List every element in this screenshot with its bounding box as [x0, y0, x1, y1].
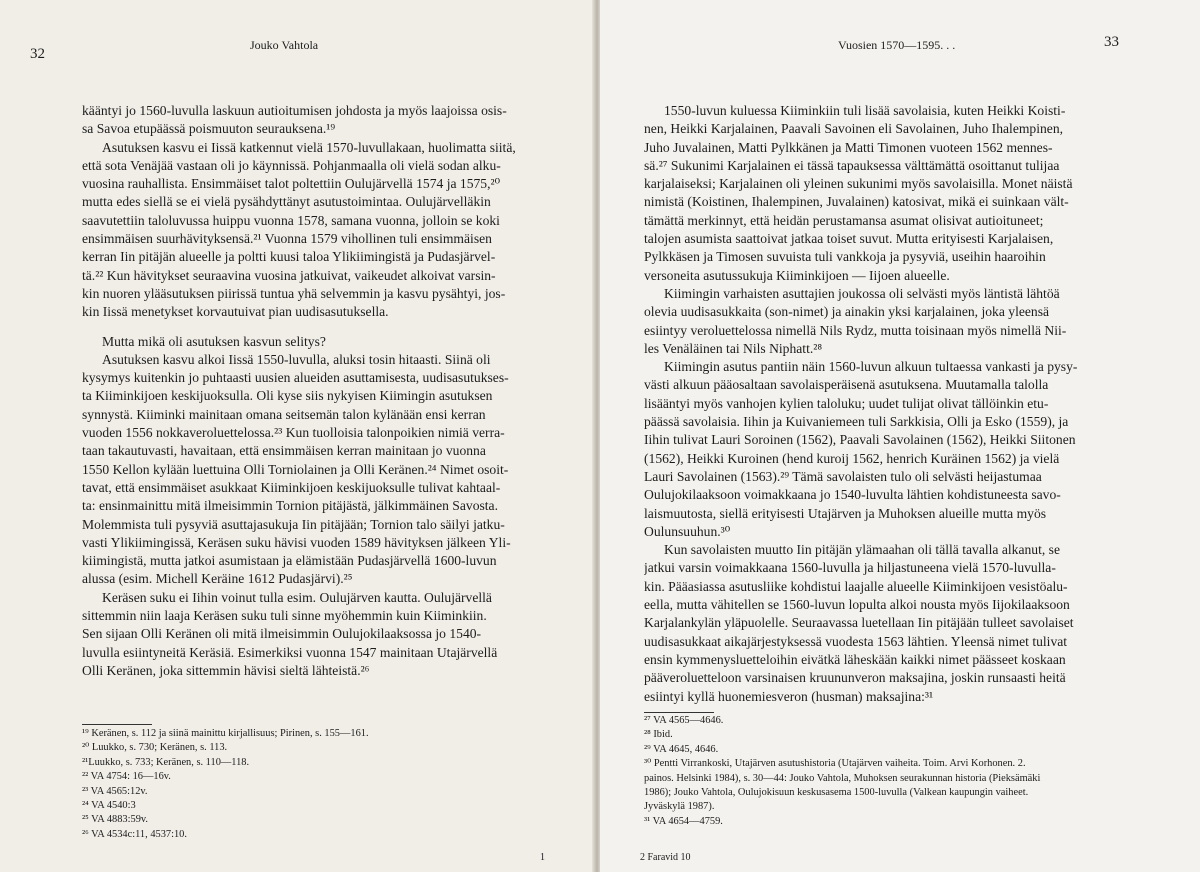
- text-line: talojen asumista saattoivat jatkaa toiset suvut. Mutta erityisesti Karjalaisen,: [644, 231, 1054, 247]
- text-line: vuosina rauhallista. Ensimmäiset talot poltettiin Oulujärvellä 1574 ja 1575,²⁰: [82, 176, 501, 192]
- paragraph-4: [82, 351, 558, 589]
- text-line: (1562), Heikki Kuroinen (hend kuroij 1562, henrich Kuräinen 1562) ja vielä: [644, 450, 1060, 466]
- text-line: Sen sijaan Olli Keränen oli mitä ilmeisimmin Oulujokilaaksossa jo 1540-: [82, 626, 482, 642]
- text-line: alussa (esim. Michell Keräine 1612 Pudasjärvi).²⁵: [82, 571, 353, 587]
- text-line: sa Savoa etupäässä poismuuton seurauksena.¹⁹: [82, 121, 336, 137]
- text-line: nen, Heikki Karjalainen, Paavali Savoinen eli Savolainen, Juho Ihalempinen,: [644, 121, 1064, 137]
- text-line: kysymys kuitenkin jo puhtaasti uusien alueiden asuttamisesta, uudisasutukses-: [82, 370, 509, 386]
- page-number: 33: [1104, 34, 1119, 50]
- page-number: 32: [30, 46, 45, 62]
- body-text: [644, 102, 1144, 706]
- paragraph-5: [82, 589, 558, 680]
- text-line: uudisasukkaat aikajärjestyksessä vuodesta 1563 lähtien. Yleensä nimet tulivat: [644, 633, 1068, 649]
- footnote: Jyväskylä 1987).: [644, 801, 715, 813]
- text-line: Asutuksen kasvu ei Iissä katkennut vielä 1570-luvullakaan, huolimatta siitä,: [102, 139, 516, 155]
- paragraph-1: [82, 102, 558, 139]
- text-line: 1550 Kellon kylään luettuina Olli Torniolainen ja Olli Keränen.²⁴ Nimet osoit-: [82, 461, 509, 477]
- text-line: ta: ensinmainittu mitä ilmeisimmin Tornion pitäjästä, jälkimmäinen Savosta.: [82, 498, 498, 514]
- text-line: vasti Ylikiimingissä, Keräsen suku hävisi vuoden 1589 hävityksen jälkeen Yli-: [82, 534, 511, 550]
- footnote: ²¹Luukko, s. 733; Keränen, s. 110—118.: [82, 756, 250, 768]
- text-line: Oulujokilaaksoon voimakkaana jo 1540-luvulta lähtien kohdistuneesta savo-: [644, 487, 1061, 503]
- text-line: ensimmäisen suurhävityksensä.²¹ Vuonna 1579 vihollinen tuli ensimmäisen: [82, 231, 492, 247]
- text-line: Olli Keränen, joka sittemmin hävisi sieltä lähteistä.²⁶: [82, 662, 370, 678]
- text-line: Keräsen suku ei Iihin voinut tulla esim. Oulujärven kautta. Oulujärvellä: [102, 589, 492, 605]
- footnote: ²³ VA 4565:12v.: [82, 785, 148, 797]
- text-line: jatkui varsin voimakkaana 1560-luvulla ja hiljastuneena vielä 1570-luvulla-: [644, 560, 1056, 576]
- text-line: eella, mutta vähitellen se 1560-luvun lopulta alkoi nousta myös Iijokilaaksoon: [644, 597, 1070, 613]
- paragraph-2: [82, 139, 558, 322]
- signature-mark: 2 Faravid 10: [640, 852, 691, 863]
- text-line: luvulla esiintyneitä Keräsiä. Esimerkiksi vuonna 1547 mainitaan Utajärvellä: [82, 644, 498, 660]
- text-line: esiintyy veroluettelossa nimellä Nils Rydz, mutta toisinaan myös nimellä Nii-: [644, 322, 1067, 338]
- text-line: olevia uudisasukkaita (son-nimet) ja ainakin yksi karjalainen, joka yleensä: [644, 304, 1050, 320]
- text-line: ta Kiiminkijoen keskijuoksulla. Oli kyse siis nykyisen Kiimingin asutuksen: [82, 388, 493, 404]
- footnote: 1986); Jouko Vahtola, Oulujokisuun keskusasema 1500-luvulla (Valkean kaupungin vaiheet.: [644, 787, 1029, 799]
- text-line: Molemmista tuli pysyviä asuttajasukuja Iin pitäjään; Tornion talo säilyi jatku-: [82, 516, 505, 532]
- footnote: painos. Helsinki 1984), s. 30—44: Jouko Vahtola, Muhoksen seurakunnan historia (Pieksämäki: [644, 772, 1041, 784]
- footnote: ²⁴ VA 4540:3: [82, 800, 136, 812]
- text-line: Kun savolaisten muutto Iin pitäjän ylämaahan oli tällä tavalla alkanut, se: [664, 542, 1060, 558]
- text-line: synnystä. Kiiminki mainitaan omana seitsemän talon kylänään ensi kerran: [82, 406, 486, 422]
- text-line: västi alkuun pääosaltaan savolaisperäisenä asutuksena. Muutamalla talolla: [644, 377, 1049, 393]
- left-page: [0, 0, 596, 872]
- text-line: vuoden 1556 nokkaveroluettelossa.²³ Kun tuolloisia talonpoikien nimiä verra-: [82, 425, 505, 441]
- text-line: Mutta mikä oli asutuksen kasvun selitys?: [102, 333, 326, 349]
- paragraph-3: [644, 358, 1144, 541]
- footnote: ¹⁹ Keränen, s. 112 ja siinä mainittu kirjallisuus; Pirinen, s. 155—161.: [82, 728, 369, 739]
- footnote: ²² VA 4754: 16—16v.: [82, 771, 171, 783]
- footnote: ²⁰ Luukko, s. 730; Keränen, s. 113.: [82, 742, 228, 754]
- footnote-rule: [644, 712, 714, 713]
- footnote: ²⁷ VA 4565—4646.: [644, 715, 724, 726]
- signature-mark: 1: [540, 852, 545, 863]
- text-line: Kiimingin asutus pantiin näin 1560-luvun alkuun tultaessa vankasti ja pysy-: [664, 359, 1078, 375]
- footnote-rule: [82, 724, 152, 725]
- text-line: kin nuoren ylääsutuksen piirissä tuntua yhä selvemmin ja kasvu pysähtyi, jos-: [82, 285, 506, 301]
- body-text: [82, 102, 558, 680]
- text-line: 1550-luvun kuluessa Kiiminkiin tuli lisää savolaisia, kuten Heikki Koisti-: [664, 103, 1066, 118]
- text-line: kin Iissä menetykset korvautuivat pian uudisasutuksella.: [82, 304, 389, 320]
- text-line: Kiimingin varhaisten asuttajien joukossa oli selvästi myös läntistä lähtöä: [664, 285, 1060, 301]
- footnote: ²⁸ Ibid.: [644, 729, 673, 741]
- text-line: Juho Juvalainen, Matti Pylkkänen ja Matti Timonen vuoteen 1562 mennes-: [644, 139, 1053, 155]
- text-line: kin. Pääasiassa asutusliike kohdistui laajalle alueelle Kiiminkijoen vesistöalu-: [644, 578, 1068, 594]
- text-line: laismuutosta, siellä erityisesti Utajärven ja Muhoksen alueille mutta myös: [644, 505, 1047, 521]
- paragraph-gap: [82, 322, 558, 333]
- text-line: Asutuksen kasvu alkoi Iissä 1550-luvulla, aluksi tosin hitaasti. Siinä oli: [102, 351, 491, 367]
- text-line: esiintyi kyllä huonemiesveron (husman) maksajina:³¹: [644, 688, 934, 704]
- text-line: nimistä (Koistinen, Ihalempinen, Juvalainen) katosivat, mikä ei suinkaan vält-: [644, 194, 1069, 210]
- text-line: kiimingistä, mutta jatkoi asumistaan ja elämistään Pudasjärvellä 1600-luvun: [82, 553, 497, 569]
- footnote: ²⁵ VA 4883:59v.: [82, 814, 149, 826]
- text-line: ensin kymmenysluetteloihin eivätkä läheskään kaikki nimet päässeet koskaan: [644, 651, 1066, 667]
- text-line: kääntyi jo 1560-luvulla laskuun autioitumisen johdosta ja myös laajoissa osis-: [82, 103, 507, 118]
- text-line: että sota Venäjää vastaan oli jo käynnissä. Pohjanmaalla oli vielä sodan alku-: [82, 157, 501, 173]
- text-line: les Venäläinen tai Nils Niphatt.²⁸: [644, 340, 823, 356]
- footnote: ²⁶ VA 4534c:11, 4537:10.: [82, 828, 187, 840]
- paragraph-3: [82, 333, 558, 351]
- paragraph-2: [644, 285, 1144, 358]
- right-page: [600, 0, 1200, 872]
- text-line: tämättä merkinnyt, että heidän perustamansa asumat olisivat autioituneet;: [644, 212, 1044, 228]
- footnote: ³¹ VA 4654—4759.: [644, 815, 723, 827]
- text-line: Karjalankylän yläpuolelle. Seuraavassa luetellaan Iin pitäjään tulleet savolaiset: [644, 615, 1074, 631]
- text-line: Oulunsuuhun.³⁰: [644, 523, 731, 539]
- paragraph-1: [644, 102, 1144, 285]
- text-line: pääveroluetteloon varsinaisen kruununveron maksajina, joskin runsaasti heitä: [644, 670, 1066, 686]
- text-line: Lauri Savolainen (1563).²⁹ Tämä savolaisten tulo oli selvästi heijastumaa: [644, 468, 1042, 484]
- footnotes: [644, 714, 1154, 829]
- text-line: Iihin tulivat Lauri Soroinen (1562), Paavali Savolainen (1562), Heikki Siitonen: [644, 432, 1076, 448]
- text-line: taan takautuvasti, havaitaan, että ensimmäisen kerran mainitaan jo vuonna: [82, 443, 486, 459]
- text-line: tavat, että ensimmäiset asukkaat Kiiminkijoen keskijuoksulle tulivat kahtaal-: [82, 479, 501, 495]
- text-line: tä.²² Kun hävitykset seuraavina vuosina jatkuivat, vaikeudet alkoivat varsin-: [82, 267, 496, 283]
- paragraph-4: [644, 541, 1144, 706]
- running-head: Vuosien 1570—1595. . .: [838, 38, 956, 52]
- text-line: mutta edes siellä se ei vielä pysähdyttänyt asutustoimintaa. Oulujärvelläkin: [82, 194, 491, 210]
- footnote: ³⁰ Pentti Virrankoski, Utajärven asutushistoria (Utajärven vaiheita. Toim. Arvi Korhonen. 2.: [644, 758, 1026, 770]
- text-line: karjalaiseksi; Karjalainen oli yleinen sukunimi myös savolaisilla. Monet näistä: [644, 176, 1073, 192]
- text-line: versoneita asutussukuja Kiiminkijoen — Iijoen alueelle.: [644, 267, 950, 283]
- text-line: sä.²⁷ Sukunimi Karjalainen ei tässä tapauksessa välttämättä osoittanut tulijaa: [644, 157, 1060, 173]
- text-line: sittemmin niin laaja Keräsen suku tuli sinne myöhemmin kuin Kiiminkiin.: [82, 608, 487, 624]
- footnote: ²⁹ VA 4645, 4646.: [644, 743, 719, 755]
- footnotes: [82, 727, 552, 842]
- text-line: Pylkkäsen ja Timosen suvuista tuli vankkoja ja pysyviä, useihin haaroihin: [644, 249, 1046, 265]
- text-line: saavutettiin taloluvussa huippu vuonna 1578, samana vuonna, jolloin se koki: [82, 212, 500, 228]
- text-line: lisääntyi myös vanhojen kylien taloluku; uudet tulijat olivat tällöinkin etu-: [644, 395, 1049, 411]
- text-line: kerran Iin pitäjän alueelle ja poltti kuusi taloa Ylikiimingistä ja Pudasjärvel-: [82, 249, 496, 265]
- running-head: Jouko Vahtola: [250, 38, 319, 52]
- text-line: päässä savolaisia. Iihin ja Kuivaniemeen tuli Sarkkisia, Olli ja Esko (1559), ja: [644, 414, 1069, 430]
